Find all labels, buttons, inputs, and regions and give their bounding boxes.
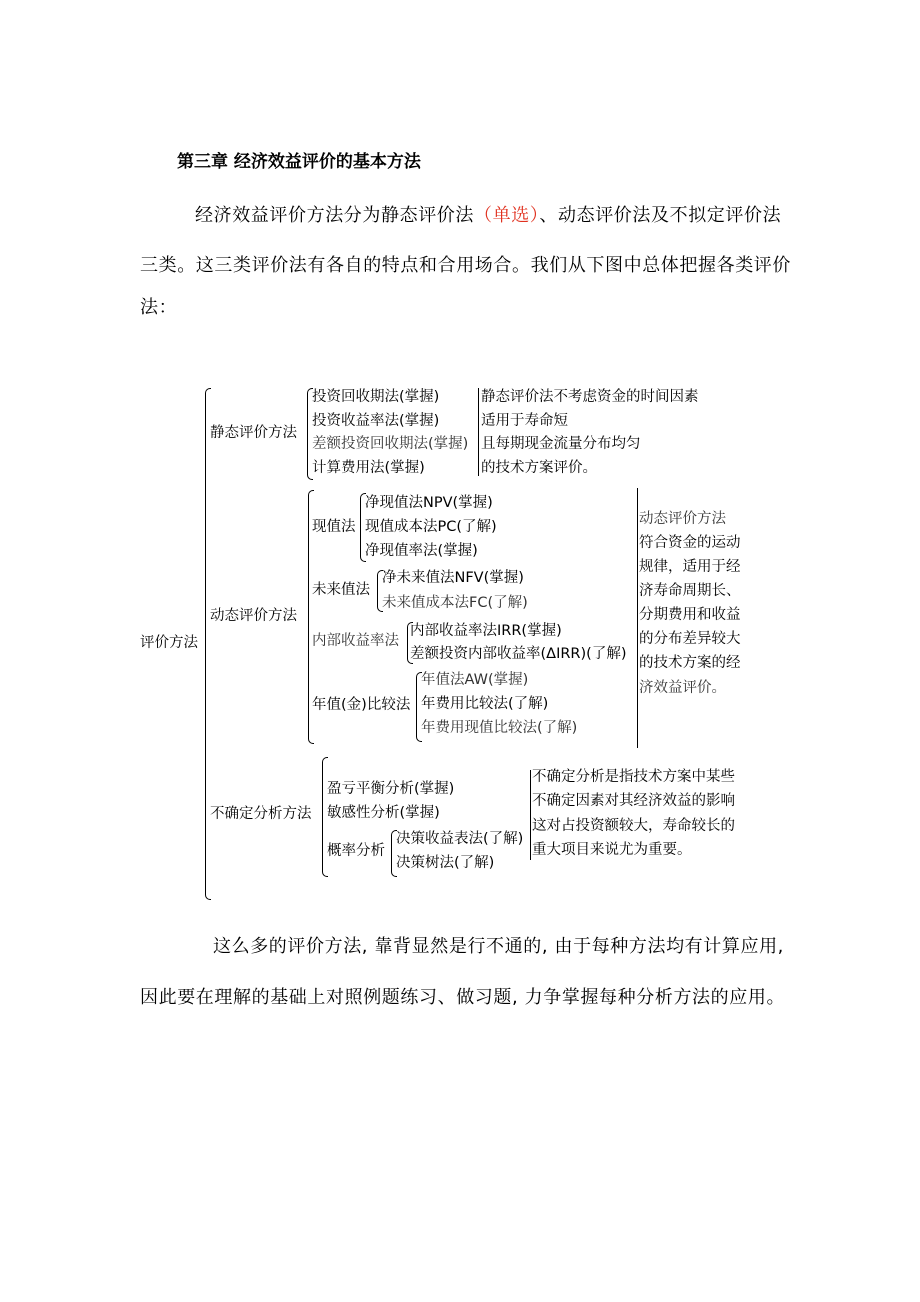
irr-item: 内部收益率法IRR(掌握) <box>410 623 562 639</box>
closing-line-1: 这么多的评价方法, 靠背显然是行不通的, 由于每种方法均有计算应用, <box>213 936 785 957</box>
divider <box>478 388 479 476</box>
static-note: 适用于寿命短 <box>481 413 568 429</box>
closing-line-2: 因此要在理解的基础上对照例题练习、做习题, 力争掌握每种分析方法的应用。 <box>140 987 786 1008</box>
intro-line-2: 三类。这三类评价法有各自的特点和合用场合。我们从下图中总体把握各类评价 <box>140 255 791 276</box>
static-item: 投资收益率法(掌握) <box>312 413 440 429</box>
dynamic-note: 分期费用和收益 <box>639 607 741 623</box>
fv-label: 未来值法 <box>312 582 370 598</box>
intro-line-3: 法： <box>140 297 178 318</box>
chapter-title: 第三章 经济效益评价的基本方法 <box>177 152 421 172</box>
prob-label: 概率分析 <box>327 843 385 859</box>
prob-item: 决策树法(了解) <box>396 855 495 871</box>
dynamic-note: 规律，适用于经 <box>639 559 741 575</box>
fv-item: 未来值成本法FC(了解) <box>382 595 528 611</box>
aw-item: 年费用比较法(了解) <box>421 696 549 712</box>
irr-label: 内部收益率法 <box>312 633 399 649</box>
static-note: 静态评价法不考虑资金的时间因素 <box>481 389 699 405</box>
uncertain-note: 不确定因素对其经济效益的影响 <box>532 793 735 809</box>
intro-text: 经济效益评价方法分为静态评价法 <box>195 205 474 226</box>
uncertain-item: 敏感性分析(掌握) <box>327 805 440 821</box>
prob-item: 决策收益表法(了解) <box>396 831 524 847</box>
dynamic-note: 的分布差异较大 <box>639 631 741 647</box>
intro-line-1 <box>195 201 781 227</box>
uncertain-item: 盈亏平衡分析(掌握) <box>327 781 455 797</box>
irr-item: 差额投资内部收益率(ΔIRR)(了解) <box>410 646 627 662</box>
uncertain-note: 重大项目来说尤为重要。 <box>532 842 692 858</box>
single-choice-note: （单选） <box>474 205 540 226</box>
pv-label: 现值法 <box>312 519 356 535</box>
aw-label: 年值(金)比较法 <box>312 697 411 713</box>
dynamic-note: 济寿命周期长、 <box>639 583 741 599</box>
aw-item: 年值法AW(掌握) <box>421 672 529 688</box>
uncertain-label: 不确定分析方法 <box>210 806 312 822</box>
pv-item: 净现值法NPV(掌握) <box>365 495 493 511</box>
static-label: 静态评价方法 <box>210 425 297 441</box>
pv-item: 净现值率法(掌握) <box>365 543 478 559</box>
static-note: 的技术方案评价。 <box>481 460 597 476</box>
aw-item: 年费用现值比较法(了解) <box>421 720 578 736</box>
dynamic-note: 动态评价方法 <box>639 511 726 527</box>
uncertain-note: 不确定分析是指技术方案中某些 <box>532 769 735 785</box>
static-note: 且每期现金流量分布均匀 <box>481 436 641 452</box>
dynamic-label: 动态评价方法 <box>210 608 297 624</box>
static-item: 差额投资回收期法(掌握) <box>312 436 469 452</box>
divider <box>530 770 531 860</box>
dynamic-note: 济效益评价。 <box>639 680 726 696</box>
intro-text: 、动态评价法及不拟定评价法 <box>539 205 782 226</box>
static-item: 投资回收期法(掌握) <box>312 389 440 405</box>
root-label: 评价方法 <box>140 635 198 651</box>
pv-item: 现值成本法PC(了解) <box>365 519 497 535</box>
divider <box>637 488 638 748</box>
dynamic-note: 的技术方案的经 <box>639 655 741 671</box>
fv-item: 净未来值法NFV(掌握) <box>382 570 524 586</box>
dynamic-note: 符合资金的运动 <box>639 535 741 551</box>
static-item: 计算费用法(掌握) <box>312 460 425 476</box>
uncertain-note: 这对占投资额较大，寿命较长的 <box>532 818 735 834</box>
